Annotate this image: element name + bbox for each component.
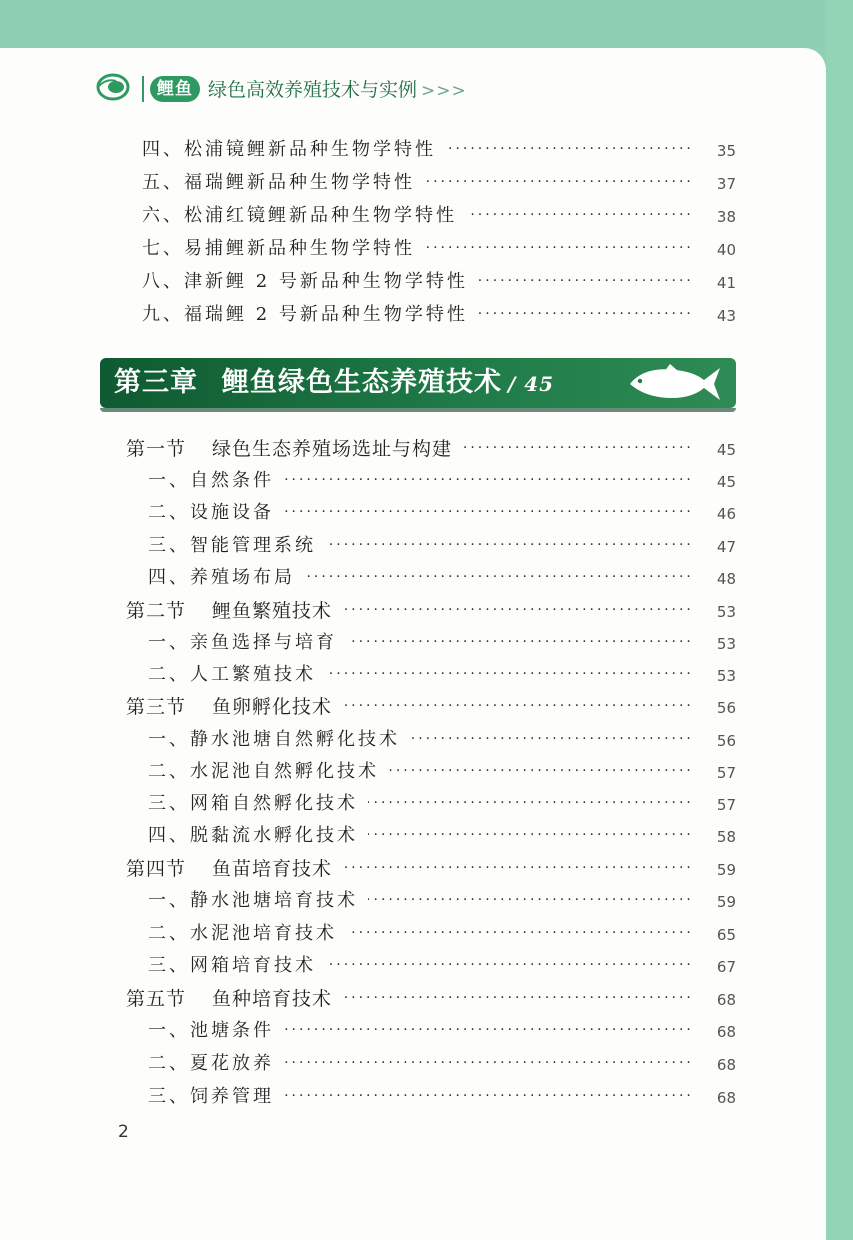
section-page: 56 [702,694,736,722]
section-label [126,435,462,463]
toc-entry[interactable] [0,1017,740,1045]
toc-entry-page: 59 [702,888,736,916]
toc-section[interactable] [0,855,740,883]
toc-entry-label: 一、自然条件 [148,467,284,495]
toc-entry[interactable] [0,887,740,915]
logo-icon [96,72,134,102]
fish-icon [624,362,724,404]
toc-entry[interactable] [0,499,740,527]
toc-entry-label: 六、松浦红镜鲤新品种生物学特性 [142,202,467,230]
section-label [126,855,342,883]
section-label [126,693,342,721]
section-page: 68 [702,986,736,1014]
toc-entry[interactable] [0,268,740,296]
page-number: 2 [118,1122,129,1142]
section-page: 59 [702,856,736,884]
toc-entry-page: 65 [702,921,736,949]
toc-entry-page: 68 [702,1018,736,1046]
toc-entry-page: 45 [702,468,736,496]
toc-entry-label: 二、人工繁殖技术 [148,661,326,689]
toc-entry-label: 三、智能管理系统 [148,532,326,560]
toc-entry-label: 二、水泥池培育技术 [148,920,347,948]
section-number: 第三节 [126,696,187,718]
toc-entry-page: 35 [702,137,736,165]
toc-entry-page: 37 [702,170,736,198]
toc-entry-label: 八、津新鲤 2 号新品种生物学特性 [142,268,478,296]
toc-entry-page: 68 [702,1084,736,1112]
toc-entry-label: 二、水泥池自然孵化技术 [148,758,389,786]
toc-section[interactable] [0,693,740,721]
chapter-number: 第三章 [114,367,198,398]
toc-entry-page: 58 [702,823,736,851]
toc-entry[interactable] [0,136,740,164]
toc-entry[interactable] [0,1083,740,1111]
section-label [126,985,342,1013]
header-title: 绿色高效养殖技术与实例 [208,79,418,101]
toc-entry-label: 一、池塘条件 [148,1017,284,1045]
toc-entry[interactable] [0,790,740,818]
toc-entry-page: 41 [702,269,736,297]
toc-entry-label: 三、网箱自然孵化技术 [148,790,368,818]
header-chevrons: >>> [421,81,467,101]
toc-entry-label: 一、静水池塘培育技术 [148,887,368,915]
toc-entry[interactable] [0,169,740,197]
section-number: 第四节 [126,858,187,880]
chapter-banner[interactable] [100,358,736,408]
toc-entry-label: 二、夏花放养 [148,1050,284,1078]
toc-entry-page: 47 [702,533,736,561]
chapter-page-ref: / 45 [508,372,555,396]
toc-section[interactable] [0,985,740,1013]
toc-entry-page: 56 [702,727,736,755]
toc-entry-page: 57 [702,791,736,819]
toc-entry[interactable] [0,661,740,689]
toc-entry-label: 三、饲养管理 [148,1083,284,1111]
toc-entry-label: 五、福瑞鲤新品种生物学特性 [142,169,425,197]
toc-entry-page: 53 [702,662,736,690]
toc-entry[interactable] [0,564,740,592]
toc-entry-label: 三、网箱培育技术 [148,952,326,980]
section-title: 鲤鱼繁殖技术 [212,600,333,622]
toc-entry-page: 40 [702,236,736,264]
section-title: 鱼卵孵化技术 [212,696,333,718]
toc-section[interactable] [0,597,740,625]
toc-entry[interactable] [0,1050,740,1078]
section-title: 绿色生态养殖场选址与构建 [212,438,453,460]
toc-entry-label: 四、养殖场布局 [148,564,305,592]
section-label [126,597,342,625]
page-edge-strip [826,0,853,1240]
section-title: 鱼苗培育技术 [212,858,333,880]
toc-entry[interactable] [0,235,740,263]
section-number: 第二节 [126,600,187,622]
chapter-heading [114,358,554,408]
toc-entry[interactable] [0,920,740,948]
section-number: 第一节 [126,438,187,460]
toc-entry-label: 一、静水池塘自然孵化技术 [148,726,410,754]
toc-entry-page: 48 [702,565,736,593]
toc-entry[interactable] [0,726,740,754]
toc-entry-page: 53 [702,630,736,658]
toc-entry-label: 一、亲鱼选择与培育 [148,629,347,657]
toc-entry-page: 57 [702,759,736,787]
section-title: 鱼种培育技术 [212,988,333,1010]
toc-entry[interactable] [0,629,740,657]
toc-entry-page: 43 [702,302,736,330]
toc-entry[interactable] [0,202,740,230]
toc-entry-label: 七、易捕鲤新品种生物学特性 [142,235,425,263]
header-badge: 鲤鱼 [150,76,200,102]
toc-entry-label: 四、松浦镜鲤新品种生物学特性 [142,136,446,164]
toc-section[interactable] [0,435,740,463]
toc-entry-page: 68 [702,1051,736,1079]
section-page: 53 [702,598,736,626]
chapter-title: 鲤鱼绿色生态养殖技术 [222,367,502,398]
running-header [208,76,467,104]
toc-entry-page: 38 [702,203,736,231]
toc-entry-page: 67 [702,953,736,981]
toc-entry[interactable] [0,758,740,786]
header-divider [142,76,144,102]
toc-entry-label: 二、设施设备 [148,499,284,527]
toc-entry[interactable] [0,532,740,560]
toc-entry[interactable] [0,952,740,980]
toc-entry-label: 九、福瑞鲤 2 号新品种生物学特性 [142,301,478,329]
section-number: 第五节 [126,988,187,1010]
toc-entry-page: 46 [702,500,736,528]
section-page: 45 [702,436,736,464]
toc-entry-label: 四、脱黏流水孵化技术 [148,822,368,850]
toc-entry[interactable] [0,467,740,495]
toc-entry[interactable] [0,301,740,329]
toc-entry[interactable] [0,822,740,850]
